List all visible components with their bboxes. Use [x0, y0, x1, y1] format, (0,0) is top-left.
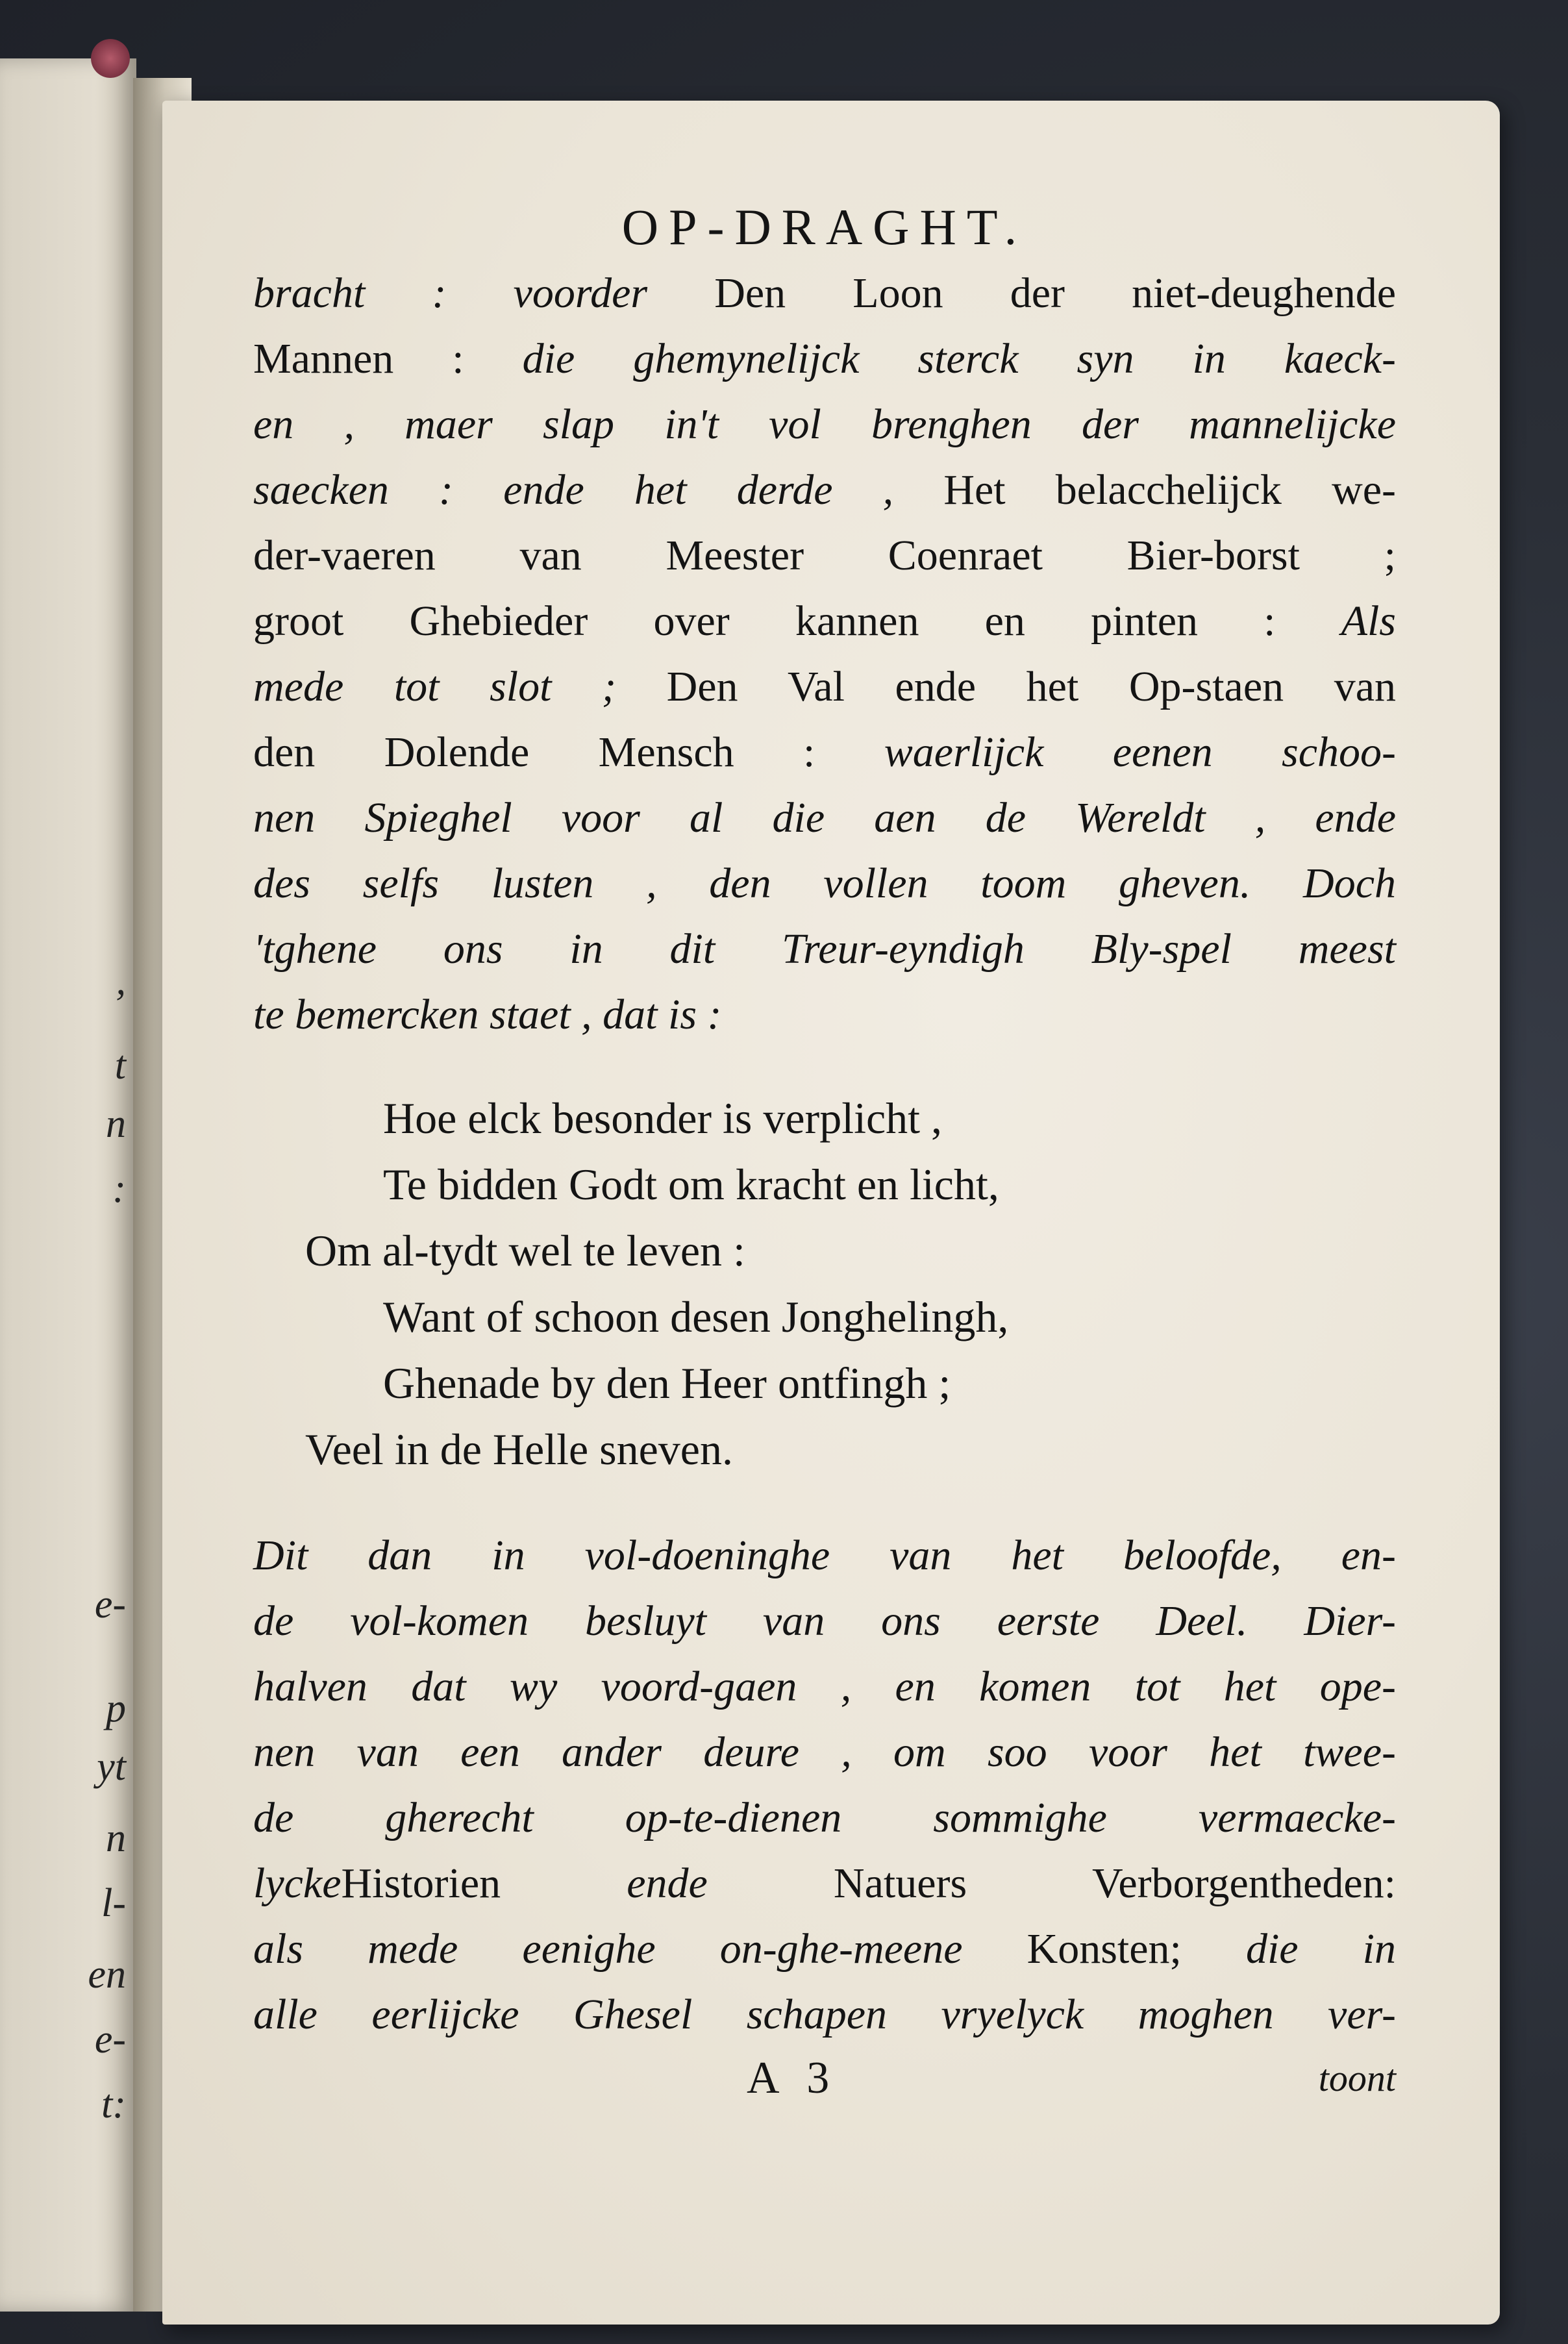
roman-text: Den Val ende het Op-staen van — [666, 663, 1396, 710]
left-page-fragment: t: — [101, 2082, 126, 2126]
text-line — [253, 1523, 1396, 1588]
text-line — [253, 523, 1396, 588]
roman-text: Het belacchelijck we- — [943, 466, 1397, 514]
text-line — [253, 1654, 1396, 1719]
text-line — [253, 1851, 1396, 1916]
roman-text: den Dolende Mensch : — [253, 729, 884, 776]
verse-line: Want of schoon desen Jonghelingh, — [383, 1292, 1009, 1341]
left-page-fragment: t — [114, 1043, 126, 1088]
binding-thread — [91, 39, 130, 78]
left-page-fragment: yt — [97, 1745, 126, 1789]
italic-text: halven dat wy voord-gaen , en komen tot het ope- — [253, 1663, 1396, 1710]
text-line — [253, 654, 1396, 719]
verse-line: Om al-tydt wel te leven : — [305, 1226, 745, 1275]
page-footer — [253, 2047, 1396, 2112]
italic-text: de gherecht op-te-dienen sommighe vermaecke- — [253, 1794, 1396, 1841]
text-line — [253, 326, 1396, 392]
left-page-fragment: n — [106, 1102, 126, 1146]
text-line — [253, 851, 1396, 916]
verse-line: Ghenade by den Heer ontfingh ; — [383, 1358, 951, 1408]
text-line — [253, 1719, 1396, 1785]
left-page-fragment: l- — [101, 1881, 126, 1925]
italic-text: mede tot slot ; — [253, 663, 667, 710]
italic-text: Dit dan in vol-doeninghe van het beloofde, en- — [253, 1532, 1396, 1579]
roman-text: Den Loon der niet-deughende — [714, 269, 1396, 317]
left-page-fragment: , — [116, 959, 126, 1003]
paragraph-1 — [253, 260, 1396, 1047]
text-line — [253, 260, 1396, 326]
text-line — [253, 457, 1396, 523]
italic-text: Als — [1341, 597, 1396, 645]
roman-text: Konsten; — [1027, 1925, 1246, 1973]
italic-text: de vol-komen besluyt van ons eerste Deel. Dier- — [253, 1597, 1396, 1645]
italic-text: lycke — [253, 1860, 342, 1907]
italic-text: ende — [627, 1860, 834, 1907]
roman-text: Mannen : — [253, 335, 523, 382]
italic-text: te bemercken staet , dat is : — [253, 991, 722, 1038]
italic-text: waerlijck eenen schoo- — [884, 729, 1396, 776]
italic-text: alle eerlijcke Ghesel schapen vryelyck moghen ver- — [253, 1991, 1396, 2038]
paragraph-2 — [253, 1523, 1396, 2047]
roman-text: groot Ghebieder over kannen en pinten : — [253, 597, 1341, 645]
italic-text: bracht : voorder — [253, 269, 715, 317]
italic-text: saecken : ende het derde , — [253, 466, 944, 514]
verse-line: Veel in de Helle sneven. — [305, 1425, 733, 1474]
text-line — [253, 1982, 1396, 2047]
verse-line: Te bidden Godt om kracht en licht, — [383, 1160, 999, 1209]
left-page-edge — [0, 58, 136, 2312]
italic-text: die in — [1245, 1925, 1396, 1973]
left-page-fragment: p — [106, 1686, 126, 1730]
left-page-fragment: e- — [94, 2017, 126, 2062]
italic-text: 'tghene ons in dit Treur-eyndigh Bly-spel meest — [253, 925, 1396, 973]
italic-text: nen Spieghel voor al die aen de Wereldt , ende — [253, 794, 1396, 842]
text-line — [253, 1785, 1396, 1851]
italic-text: als mede eenighe on-ghe-meene — [253, 1925, 1027, 1973]
text-line — [253, 1588, 1396, 1654]
roman-text: der-vaeren van Meester Coenraet Bier-borst ; — [253, 532, 1396, 579]
book-page — [162, 101, 1500, 2325]
text-line — [253, 719, 1396, 785]
italic-text: nen van een ander deure , om soo voor het twee- — [253, 1728, 1396, 1776]
verse-line: Hoe elck besonder is verplicht , — [383, 1093, 943, 1143]
roman-text: Historien — [341, 1860, 627, 1907]
left-page-fragment: en — [88, 1952, 126, 1997]
left-page-fragment: : — [112, 1167, 126, 1211]
text-line — [253, 982, 1396, 1047]
italic-text: des selfs lusten , den vollen toom gheven. Doch — [253, 860, 1396, 907]
signature-mark: A 3 — [747, 2053, 839, 2103]
roman-text: Natuers Verborgentheden: — [833, 1860, 1396, 1907]
text-line — [253, 785, 1396, 851]
left-page-fragment: n — [106, 1816, 126, 1860]
page-text — [253, 198, 1396, 2112]
running-head: OP-DRAGHT. — [621, 199, 1028, 255]
italic-text: en , maer slap in't vol brenghen der mannelijcke — [253, 401, 1396, 448]
text-line — [253, 588, 1396, 654]
verse-block — [253, 1085, 1396, 1482]
text-line — [253, 916, 1396, 982]
catchword: toont — [1318, 2057, 1396, 2099]
text-line — [253, 1916, 1396, 1982]
italic-text: die ghemynelijck sterck syn in kaeck- — [522, 335, 1396, 382]
left-page-fragment: e- — [94, 1582, 126, 1627]
text-line — [253, 392, 1396, 457]
